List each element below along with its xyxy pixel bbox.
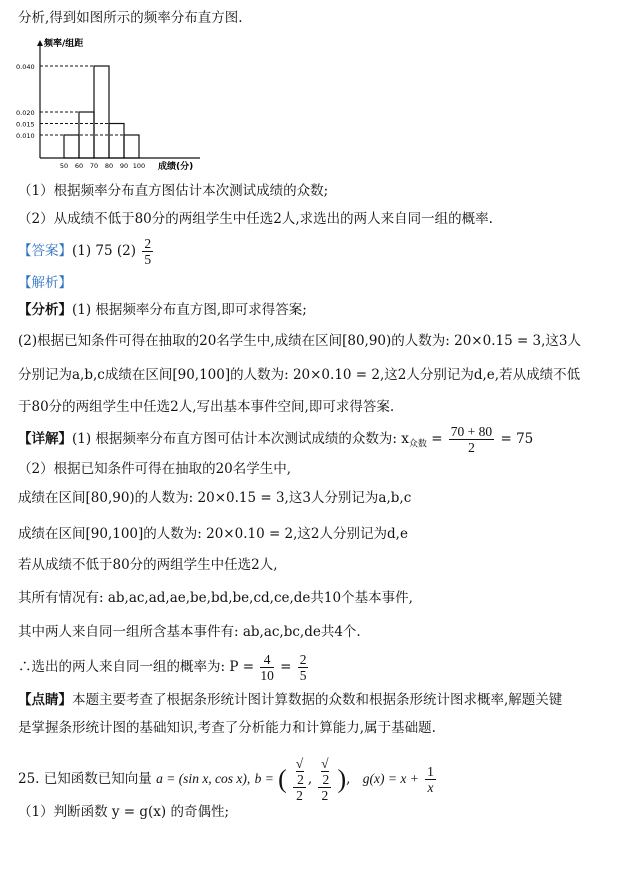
- y-tick-label: 0.015: [16, 120, 35, 129]
- answer-line: [18, 236, 155, 267]
- y-axis-arrow: [37, 40, 43, 46]
- dianjing-line-2: 是掌握条形统计图的基础知识,考查了分析能力和计算能力,属于基础题.: [18, 720, 436, 736]
- x-tick-label: 50: [59, 162, 69, 170]
- detail-line-6: 其所有情况有: ab,ac,ad,ae,be,bd,be,cd,ce,de共10个基本事件,: [18, 590, 413, 606]
- detail-line-2: （2）根据已知条件可得在抽取的20名学生中,: [18, 461, 292, 477]
- x-tick-label: 90: [119, 162, 129, 170]
- answer-fraction: $\frac{2}{5}$: [144, 236, 152, 267]
- answer-tag: 【答案】: [18, 243, 72, 259]
- y-tick-label: 0.010: [16, 132, 35, 140]
- analysis-line-1: 【分析】(1) 根据频率分布直方图,即可求得答案;: [18, 302, 307, 318]
- analysis-line-2: (2)根据已知条件可得在抽取的20名学生中,成绩在区间[80,90)的人数为: 20×0.15 = 3,这3人: [18, 333, 582, 349]
- x-tick-label: 70: [89, 162, 99, 170]
- chart-ylabel: 频率/组距: [44, 39, 84, 49]
- x-tick-label: 80: [104, 162, 114, 170]
- detail-line-5: 若从成绩不低于80分的两组学生中任选2人,: [18, 557, 278, 573]
- detail-line-7: 其中两人来自同一组所含基本事件有: ab,ac,bc,de共4个.: [18, 624, 361, 640]
- frequency-histogram: [14, 36, 204, 176]
- detail-line-3: 成绩在区间[80,90)的人数为: 20×0.15 = 3,这3人分别记为a,b,c: [18, 490, 412, 506]
- analysis-line-3: 分别记为a,b,c成绩在区间[90,100]的人数为: 20×0.10 = 2,这2人分别记为d,e,若从成绩不低: [18, 367, 581, 383]
- question-25-1: （1）判断函数 y = g(x) 的奇偶性;: [18, 804, 230, 820]
- detail-line-4: 成绩在区间[90,100]的人数为: 20×0.10 = 2,这2人分别记为d,e: [18, 526, 408, 542]
- probability-fraction-2: $\frac{2}{5}$: [299, 652, 307, 683]
- probability-fraction-1: $\frac{4}{10}$: [260, 652, 274, 683]
- detail-mode-fraction: $\frac{70 + 80}{2}$: [450, 424, 493, 455]
- jiexi-tag: 【解析】: [18, 275, 72, 291]
- y-tick-label: 0.020: [16, 109, 35, 117]
- question-25: 25. 已知函数已知向量 a = (sin x, cos x), b = ( √ 2 2 , √ 2 2 ), g(x) = x + $\frac{1}{x}$: [18, 756, 434, 803]
- y-tick-label: 0.040: [16, 63, 35, 71]
- x-tick-label: 100: [132, 162, 146, 170]
- x-tick-label: 60: [74, 162, 84, 170]
- dianjing-line-1: 【点睛】本题主要考查了根据条形统计图计算数据的众数和根据条形统计图求概率,解题关键: [18, 692, 563, 708]
- analysis-line-4: 于80分的两组学生中任选2人,写出基本事件空间,即可求得答案.: [18, 399, 395, 415]
- histogram-bar-50-60: [64, 135, 79, 158]
- intro-text: 分析,得到如图所示的频率分布直方图.: [18, 10, 243, 26]
- detail-line-1: 【详解】(1) 根据频率分布直方图可估计本次测试成绩的众数为: $x_{众数}$ = $\frac{70 + 80}{2}$ = 75: [18, 424, 534, 455]
- question-2: （2）从成绩不低于80分的两组学生中任选2人,求选出的两人来自同一组的概率.: [18, 211, 493, 227]
- detail-line-8: ∴选出的两人来自同一组的概率为: P = $\frac{4}{10}$ = $\frac{2}{5}$: [18, 652, 307, 683]
- question-1: （1）根据频率分布直方图估计本次测试成绩的众数;: [18, 183, 329, 199]
- histogram-bar-70-80: [94, 66, 109, 158]
- histogram-bar-80-90: [109, 124, 124, 159]
- histogram-bar-90-100: [124, 135, 139, 158]
- answer-text: (1) 75 (2): [72, 243, 137, 259]
- chart-xlabel: 成绩(分): [158, 162, 194, 172]
